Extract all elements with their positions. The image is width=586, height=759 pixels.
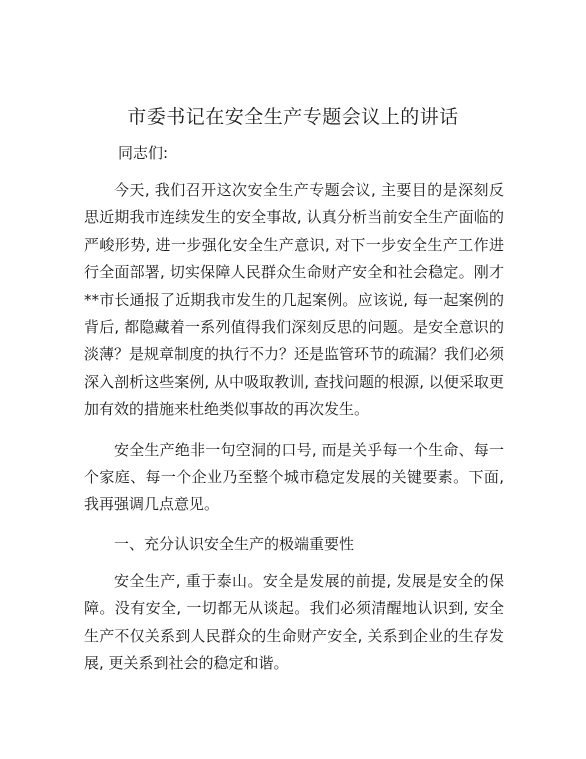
document-title: 市委书记在安全生产专题会议上的讲话 — [127, 106, 459, 128]
paragraph-key-points: 安全生产绝非一句空洞的口号, 而是关乎每一个生命、每一个家庭、每一个企业乃至整个城市稳定发展的关键要素。下面, 我再强调几点意见。 — [84, 440, 504, 514]
section-paragraph: 安全生产, 重于泰山。安全是发展的前提, 发展是安全的保障。没有安全, 一切都无从谈起。我们必须清醒地认识到, 安全生产不仅关系到人民群众的生命财产安全, 关系到企业的生存发展, 更关系到社会的稳定和谐。 — [84, 571, 504, 673]
document-body — [84, 140, 504, 678]
section-heading: 一、充分认识安全生产的极端重要性 — [114, 534, 355, 553]
salutation: 同志们: — [118, 144, 169, 162]
paragraph-opening: 今天, 我们召开这次安全生产专题会议, 主要目的是深刻反思近期我市连续发生的安全事故, 认真分析当前安全生产面临的严峻形势, 进一步强化安全生产意识, 对下一步安全生产工作进行全面部署, 切实保障人民群众生命财产安全和社会稳定。刚才**市长通报了近期我市发生的几起案例。应该说, 每一起案例的背后, 都隐藏着一系列值得我们深刻反思的问题。是安全意识的淡薄？是规章制度的执行不力？还是监管环节的疏漏？我们必须深入剖析这些案例, 从中吸取教训, 查找问题的根源, 以便采取更加有效的措施来杜绝类似事故的再次发生。 — [84, 181, 505, 419]
